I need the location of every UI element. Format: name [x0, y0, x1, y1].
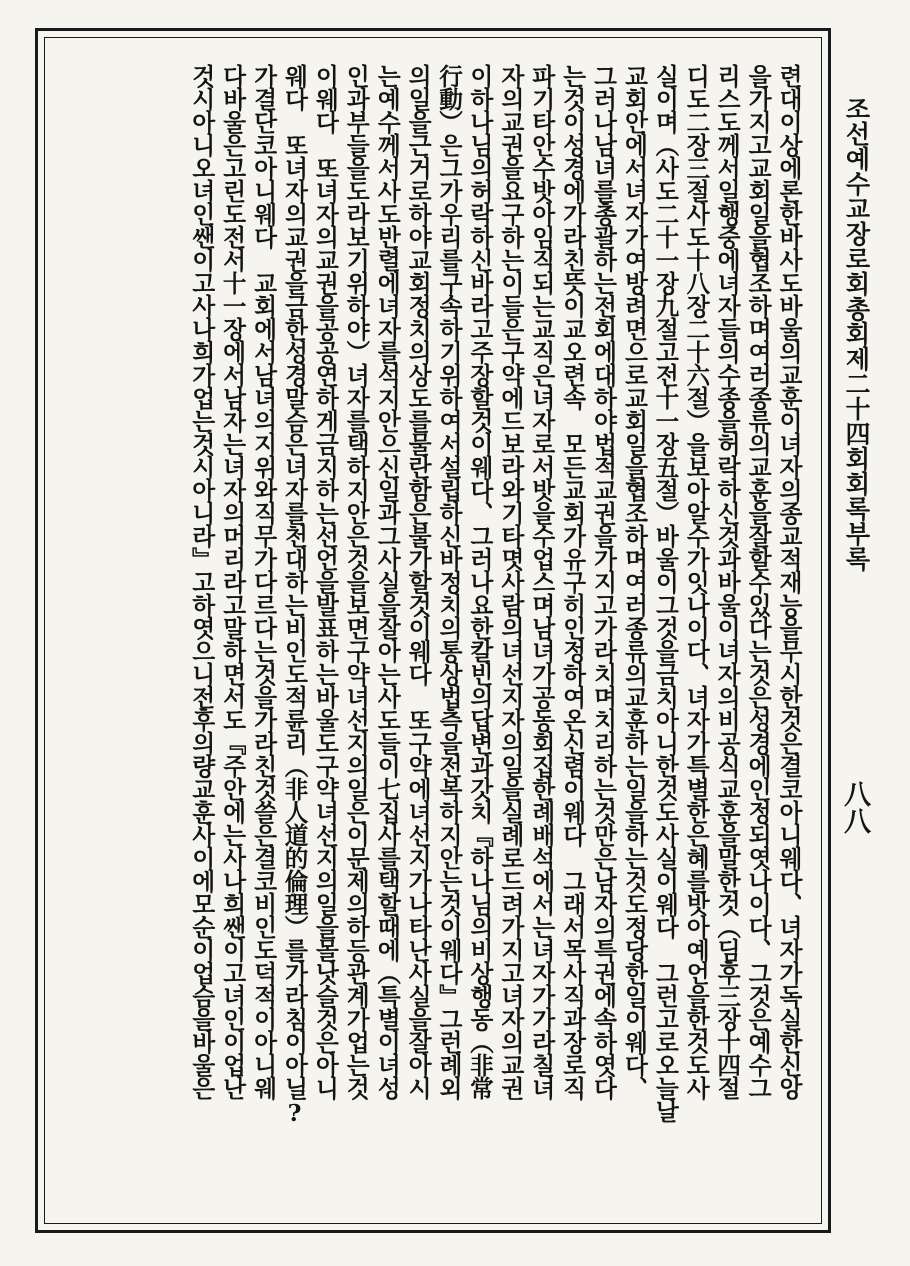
text-column: 다바울은고린도전서十一장에서남자는녀자의머리라고말하면서도『주안에는사나희쌘이고녀인이업난 — [218, 64, 247, 1099]
text-column: 이하나님의허락하신바라고주장할것이웨다、그러나요한칼빈의답변과갓치『하나님의비상행동（非常 — [465, 64, 494, 1099]
text-column: 웨다 또녀자의교권을금한성경말슴은녀자를천대하는비인도적륜리（非人道的倫理）를가라침이아닐? — [280, 64, 309, 1127]
body-text — [62, 64, 804, 1204]
text-column: 가결단코아니웨다 교회에서남녀의지위와직무가다르다는것을가라친것쓸은결코비인도덕적이아니웨 — [249, 64, 278, 1099]
text-column: 자의교권을요구하는이들은구약에드보라와기타몃사람의녀선지자의일을실례로드려가지고녀자의교권 — [496, 64, 525, 1099]
text-column: 을가지고교회일을협조하며여러종류의교훈을잘할수있다는것은성경에인정되엿나이다、그것은예수그 — [744, 64, 773, 1099]
text-column: 련대이상에론한바사도바울의교훈이녀자의종교적재능을무시한것은결코아니웨다、녀자가독실한신앙 — [775, 64, 803, 1099]
text-column: 의일을근거로하야교회정치의상도를물란함은불가할것이웨다 또구약에녀선지가나타난사실을잘아시 — [404, 64, 433, 1099]
text-column: 그러나남녀를총괄하는전회에대하야법적교권을가지고가라치며치리하는것만은남자의특권에속하엿다 — [589, 64, 618, 1099]
running-header: 조선예수교장로회총회제二十四회회록부록 — [842, 96, 871, 571]
text-column: 리스도께서일행중에녀자들의수종을허락하신것과바울이녀자의비공식교훈을말한것（딤후三장十四절 — [713, 64, 742, 1099]
page-number: 八八 — [839, 780, 870, 834]
text-column: 이웨다 또녀자의교권을공공연하게금지하는선언을발표하는바울도구약녀선지의일을몰낫슬것은아니 — [311, 64, 340, 1099]
text-column: 디도二장三절사도十八장二十六절）을보아알수가잇나이다、녀자가특별한은혜를밧아예언을한것도사 — [682, 64, 711, 1099]
text-column: 것시아니오녀인쌘이고사나희가업는것시아니라』고하엿으니전후의량교훈사이에모순이업슴을바울은 — [187, 64, 216, 1099]
text-column: 교회안에서녀자가여방려면으로교회일을협조하며여러종류의교훈하는일을하는것도정당한일이웨다、 — [620, 64, 649, 1099]
text-column: 行動）은그가우리를구속하기위하여서설립하신바정치의통상법측을전복하지안는것이웨다』그런례외 — [435, 64, 464, 1099]
text-column: 는것이성경에가라친뜻이교오련속 모든교회가유구히인정하여온신렴이웨다 그래서목사직과장로직 — [558, 64, 587, 1099]
text-column: 파기타안수밧아임직되는교직은녀자로서밧을수업스며남녀가공동회집한례배석에서는녀자가가라칠녀 — [527, 64, 556, 1099]
text-column: 실이며（사도二十一장九절고전十一장五절）바울이그것을금치아니한것도사실이웨다 그런고로오늘날 — [651, 64, 680, 1122]
text-column: 인과부들을도라보기위하야）녀자를택하지안은것을보면구약녀선지의일은이문제의하등관계가업는것 — [342, 64, 371, 1099]
text-column: 는예수께서사도반렬에녀자를석지안으신일과그사실을잘아는사도들이七집사를택할때에（특별이녀성 — [373, 64, 402, 1099]
